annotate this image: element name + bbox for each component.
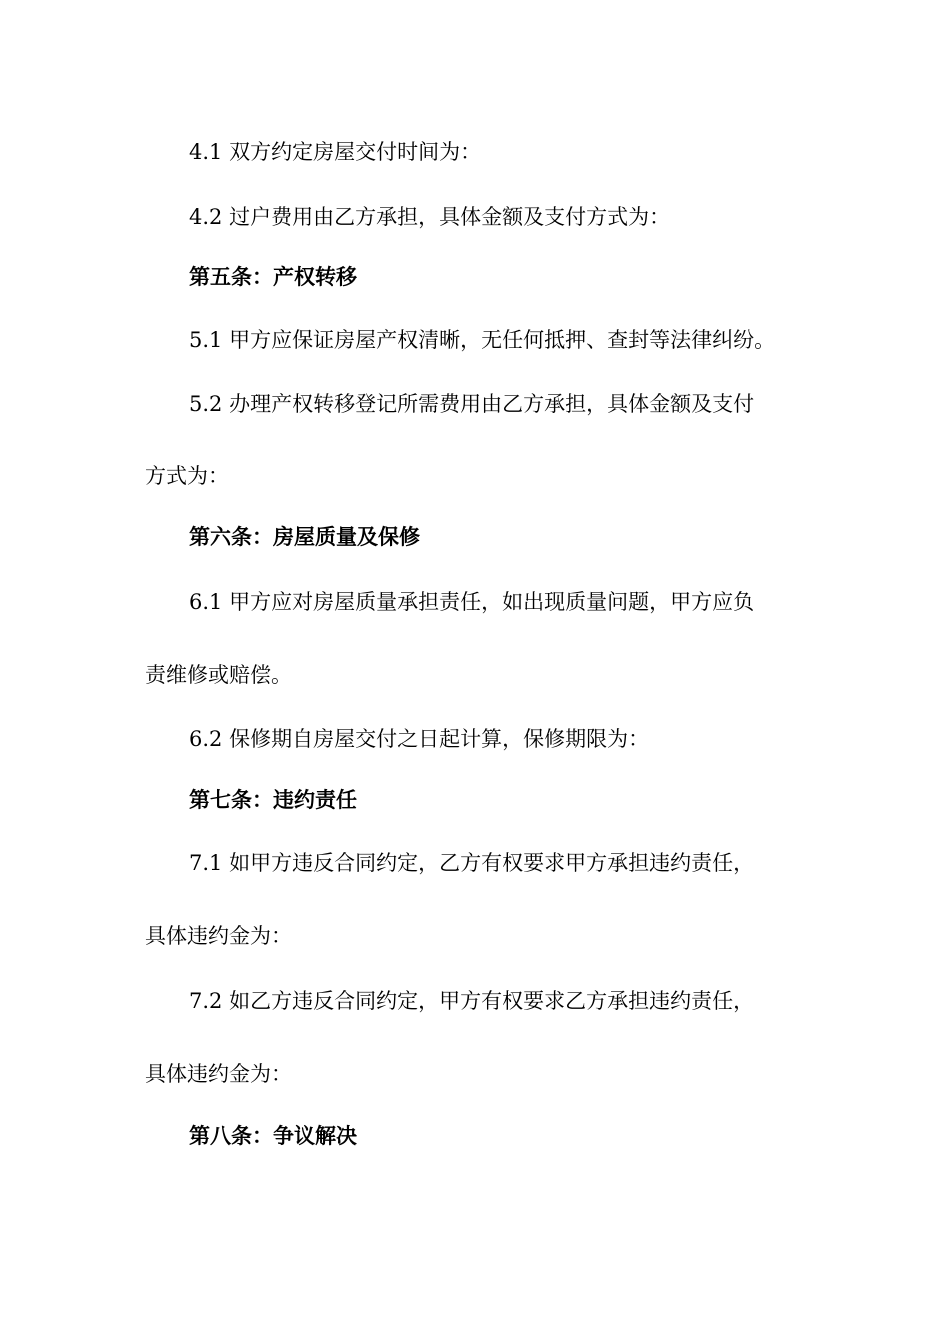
article-7-heading: 第七条：违约责任 xyxy=(189,788,357,812)
article-6-heading: 第六条：房屋质量及保修 xyxy=(189,525,420,549)
clause-7-2: 7.2 如乙方违反合同约定，甲方有权要求乙方承担违约责任， xyxy=(189,989,755,1013)
clause-6-2: 6.2 保修期自房屋交付之日起计算，保修期限为： xyxy=(189,727,650,751)
clause-5-2: 5.2 办理产权转移登记所需费用由乙方承担，具体金额及支付 xyxy=(189,392,755,416)
clause-6-1-continued: 责维修或赔偿。 xyxy=(145,663,292,687)
clause-5-2-continued: 方式为： xyxy=(145,464,229,488)
article-5-heading: 第五条：产权转移 xyxy=(189,265,357,289)
clause-7-1: 7.1 如甲方违反合同约定，乙方有权要求甲方承担违约责任， xyxy=(189,851,755,875)
clause-7-1-continued: 具体违约金为： xyxy=(145,924,292,948)
clause-4-1: 4.1 双方约定房屋交付时间为： xyxy=(189,140,482,164)
clause-5-1: 5.1 甲方应保证房屋产权清晰，无任何抵押、查封等法律纠纷。 xyxy=(189,328,776,352)
clause-4-2: 4.2 过户费用由乙方承担，具体金额及支付方式为： xyxy=(189,205,671,229)
article-8-heading: 第八条：争议解决 xyxy=(189,1124,357,1148)
clause-7-2-continued: 具体违约金为： xyxy=(145,1062,292,1086)
clause-6-1: 6.1 甲方应对房屋质量承担责任，如出现质量问题，甲方应负 xyxy=(189,590,755,614)
